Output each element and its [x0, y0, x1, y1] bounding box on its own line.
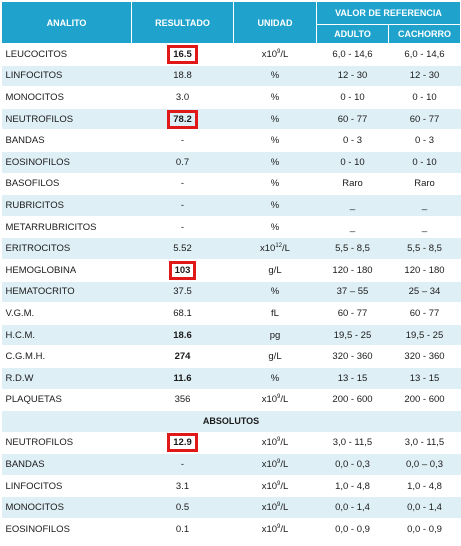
unit-text: g/L: [268, 351, 282, 363]
table-row: [2, 389, 461, 411]
table-row: [2, 195, 461, 217]
unit-text: x10: [260, 243, 276, 255]
unit-text: x10: [261, 502, 278, 514]
result-cell: [132, 238, 234, 260]
header-valor-referencia: VALOR DE REFERENCIA: [317, 2, 461, 25]
result-value: 356: [174, 394, 191, 406]
unit-tail: /L: [280, 480, 289, 492]
unit-text: %: [270, 178, 280, 190]
section-row-absolutos: [2, 411, 461, 433]
unit-cell: [234, 44, 317, 66]
unit-exponent: 9: [277, 437, 281, 444]
result-cell: [132, 475, 234, 497]
result-value: -: [180, 459, 185, 471]
table-row: [2, 454, 461, 476]
table-row: [2, 432, 461, 454]
result-cell: [132, 303, 234, 325]
unit-text: %: [270, 286, 280, 298]
reference-adulto: _: [317, 195, 389, 217]
reference-adulto: 0 - 10: [317, 87, 389, 109]
reference-adulto: 60 - 77: [317, 303, 389, 325]
table-row: [2, 497, 461, 519]
reference-cachorro: 25 – 34: [389, 281, 461, 303]
unit-cell: [234, 108, 317, 130]
unit-cell: [234, 454, 317, 476]
header-resultado: RESULTADO: [132, 2, 234, 44]
reference-cachorro: 0,0 - 1,4: [389, 497, 461, 519]
unit-text: %: [270, 372, 280, 384]
reference-cachorro: 3,0 - 11,5: [389, 432, 461, 454]
reference-adulto: _: [317, 216, 389, 238]
analyte-name: V.G.M.: [2, 303, 132, 325]
table-row: [2, 130, 461, 152]
result-value: 0.1: [175, 523, 190, 535]
reference-cachorro: 12 - 30: [389, 65, 461, 87]
table-row: [2, 238, 461, 260]
unit-cell: [234, 475, 317, 497]
unit-cell: [234, 87, 317, 109]
result-cell: [132, 195, 234, 217]
reference-adulto: 5,5 - 8,5: [317, 238, 389, 260]
table-row: [2, 519, 461, 541]
result-value-highlighted: 78.2: [167, 110, 198, 129]
unit-cell: [234, 389, 317, 411]
unit-cell: [234, 65, 317, 87]
unit-cell: [234, 497, 317, 519]
reference-adulto: 0 - 3: [317, 130, 389, 152]
unit-tail: /L: [280, 502, 289, 514]
header-unidad: UNIDAD: [234, 2, 317, 44]
reference-adulto: 60 - 77: [317, 108, 389, 130]
table-row: [2, 259, 461, 281]
table-row: [2, 303, 461, 325]
header-analito: ANALITO: [2, 2, 132, 44]
result-cell: [132, 216, 234, 238]
result-value: 274: [174, 351, 191, 363]
result-value: -: [180, 178, 185, 190]
result-cell: [132, 519, 234, 541]
reference-cachorro: 60 - 77: [389, 303, 461, 325]
unit-text: x10: [261, 48, 278, 60]
unit-text: g/L: [268, 264, 282, 276]
unit-text: x10: [261, 459, 278, 471]
reference-adulto: Raro: [317, 173, 389, 195]
analyte-name: H.C.M.: [2, 324, 132, 346]
result-cell: [132, 281, 234, 303]
hemogram-table: [1, 1, 461, 541]
analyte-name: MONOCITOS: [2, 87, 132, 109]
result-value: 11.6: [173, 372, 192, 384]
analyte-name: BANDAS: [2, 130, 132, 152]
table-body: [2, 44, 461, 541]
reference-cachorro: 0 - 10: [389, 151, 461, 173]
reference-adulto: 12 - 30: [317, 65, 389, 87]
unit-exponent: 12: [275, 242, 283, 249]
reference-cachorro: 19,5 - 25: [389, 324, 461, 346]
reference-adulto: 0,0 - 0,3: [317, 454, 389, 476]
reference-cachorro: 1,0 - 4,8: [389, 475, 461, 497]
analyte-name: LINFOCITOS: [2, 65, 132, 87]
reference-cachorro: 5,5 - 8,5: [389, 238, 461, 260]
unit-exponent: 9: [277, 458, 281, 465]
reference-adulto: 13 - 15: [317, 367, 389, 389]
unit-text: %: [270, 221, 280, 233]
reference-adulto: 0 - 10: [317, 151, 389, 173]
section-title: ABSOLUTOS: [2, 411, 461, 433]
result-cell: [132, 324, 234, 346]
unit-text: %: [270, 113, 280, 125]
unit-exponent: 9: [277, 48, 281, 55]
table-row: [2, 475, 461, 497]
unit-cell: [234, 238, 317, 260]
reference-adulto: 1,0 - 4,8: [317, 475, 389, 497]
result-value: -: [180, 221, 185, 233]
analyte-name: ERITROCITOS: [2, 238, 132, 260]
unit-cell: [234, 432, 317, 454]
unit-text: x10: [261, 437, 278, 449]
result-cell: [132, 346, 234, 368]
unit-cell: [234, 303, 317, 325]
result-value: 5.52: [173, 243, 192, 255]
reference-adulto: 6,0 - 14,6: [317, 44, 389, 66]
reference-cachorro: 0,0 - 0,9: [389, 519, 461, 541]
result-cell: [132, 497, 234, 519]
unit-exponent: 9: [277, 480, 281, 487]
result-value: 0.7: [175, 156, 190, 168]
reference-adulto: 320 - 360: [317, 346, 389, 368]
unit-cell: [234, 173, 317, 195]
analyte-name: NEUTROFILOS: [2, 108, 132, 130]
result-cell: [132, 454, 234, 476]
analyte-name: BANDAS: [2, 454, 132, 476]
analyte-name: EOSINOFILOS: [2, 151, 132, 173]
result-value-highlighted: 103: [169, 261, 197, 280]
result-value-highlighted: 12.9: [167, 433, 198, 452]
reference-cachorro: Raro: [389, 173, 461, 195]
result-value: 0.5: [175, 502, 190, 514]
result-cell: [132, 151, 234, 173]
unit-cell: [234, 130, 317, 152]
result-cell: [132, 130, 234, 152]
table-row: [2, 108, 461, 130]
header-cachorro: CACHORRO: [389, 25, 461, 44]
reference-cachorro: 60 - 77: [389, 108, 461, 130]
reference-adulto: 200 - 600: [317, 389, 389, 411]
unit-text: pg: [269, 329, 281, 341]
result-value: 37.5: [173, 286, 192, 298]
unit-tail: /L: [282, 243, 290, 255]
result-value: 18.6: [173, 329, 192, 341]
analyte-name: LINFOCITOS: [2, 475, 132, 497]
unit-cell: [234, 259, 317, 281]
reference-adulto: 19,5 - 25: [317, 324, 389, 346]
result-value: 18.8: [173, 70, 192, 82]
reference-cachorro: 0 - 10: [389, 87, 461, 109]
unit-text: %: [270, 199, 280, 211]
reference-adulto: 120 - 180: [317, 259, 389, 281]
result-cell: [132, 367, 234, 389]
result-cell: [132, 44, 234, 66]
result-cell: [132, 389, 234, 411]
result-value: 68.1: [173, 307, 192, 319]
lab-results-document: [1, 1, 460, 544]
result-value: 3.0: [175, 91, 190, 103]
analyte-name: LEUCOCITOS: [2, 44, 132, 66]
table-row: [2, 346, 461, 368]
unit-tail: /L: [280, 459, 289, 471]
analyte-name: PLAQUETAS: [2, 389, 132, 411]
unit-tail: /L: [280, 523, 289, 535]
table-row: [2, 44, 461, 66]
reference-cachorro: 6,0 - 14,6: [389, 44, 461, 66]
unit-text: x10: [261, 523, 278, 535]
header-adulto: ADULTO: [317, 25, 389, 44]
unit-cell: [234, 519, 317, 541]
table-row: [2, 87, 461, 109]
unit-cell: [234, 195, 317, 217]
table-row: [2, 367, 461, 389]
result-cell: [132, 173, 234, 195]
result-cell: [132, 108, 234, 130]
result-value: -: [180, 135, 185, 147]
reference-adulto: 3,0 - 11,5: [317, 432, 389, 454]
analyte-name: METARRUBRICITOS: [2, 216, 132, 238]
analyte-name: BASOFILOS: [2, 173, 132, 195]
table-row: [2, 281, 461, 303]
unit-text: %: [270, 91, 280, 103]
unit-cell: [234, 281, 317, 303]
analyte-name: EOSINOFILOS: [2, 519, 132, 541]
unit-text: x10: [261, 394, 278, 406]
unit-text: %: [270, 135, 280, 147]
reference-cachorro: _: [389, 195, 461, 217]
table-row: [2, 324, 461, 346]
result-cell: [132, 65, 234, 87]
analyte-name: HEMOGLOBINA: [2, 259, 132, 281]
reference-cachorro: 0,0 – 0,3: [389, 454, 461, 476]
unit-cell: [234, 346, 317, 368]
reference-adulto: 37 – 55: [317, 281, 389, 303]
analyte-name: RUBRICITOS: [2, 195, 132, 217]
reference-adulto: 0,0 - 1,4: [317, 497, 389, 519]
reference-cachorro: 0 - 3: [389, 130, 461, 152]
unit-tail: /L: [280, 48, 289, 60]
table-row: [2, 65, 461, 87]
reference-cachorro: 320 - 360: [389, 346, 461, 368]
result-value: 3.1: [175, 480, 190, 492]
unit-text: %: [270, 156, 280, 168]
unit-cell: [234, 367, 317, 389]
unit-exponent: 9: [277, 502, 281, 509]
unit-tail: /L: [280, 394, 289, 406]
unit-exponent: 9: [277, 394, 281, 401]
analyte-name: C.G.M.H.: [2, 346, 132, 368]
result-cell: [132, 87, 234, 109]
unit-cell: [234, 324, 317, 346]
unit-text: fL: [271, 307, 279, 319]
result-cell: [132, 259, 234, 281]
table-row: [2, 173, 461, 195]
analyte-name: MONOCITOS: [2, 497, 132, 519]
analyte-name: NEUTROFILOS: [2, 432, 132, 454]
unit-cell: [234, 216, 317, 238]
reference-cachorro: 200 - 600: [389, 389, 461, 411]
analyte-name: R.D.W: [2, 367, 132, 389]
table-row: [2, 216, 461, 238]
result-cell: [132, 432, 234, 454]
analyte-name: HEMATOCRITO: [2, 281, 132, 303]
result-value-highlighted: 16.5: [167, 45, 198, 64]
reference-cachorro: _: [389, 216, 461, 238]
unit-cell: [234, 151, 317, 173]
unit-tail: /L: [280, 437, 289, 449]
reference-cachorro: 120 - 180: [389, 259, 461, 281]
unit-text: %: [270, 70, 280, 82]
result-value: -: [180, 199, 185, 211]
reference-adulto: 0,0 - 0,9: [317, 519, 389, 541]
table-row: [2, 151, 461, 173]
unit-exponent: 9: [277, 523, 281, 530]
unit-text: x10: [261, 480, 278, 492]
reference-cachorro: 13 - 15: [389, 367, 461, 389]
